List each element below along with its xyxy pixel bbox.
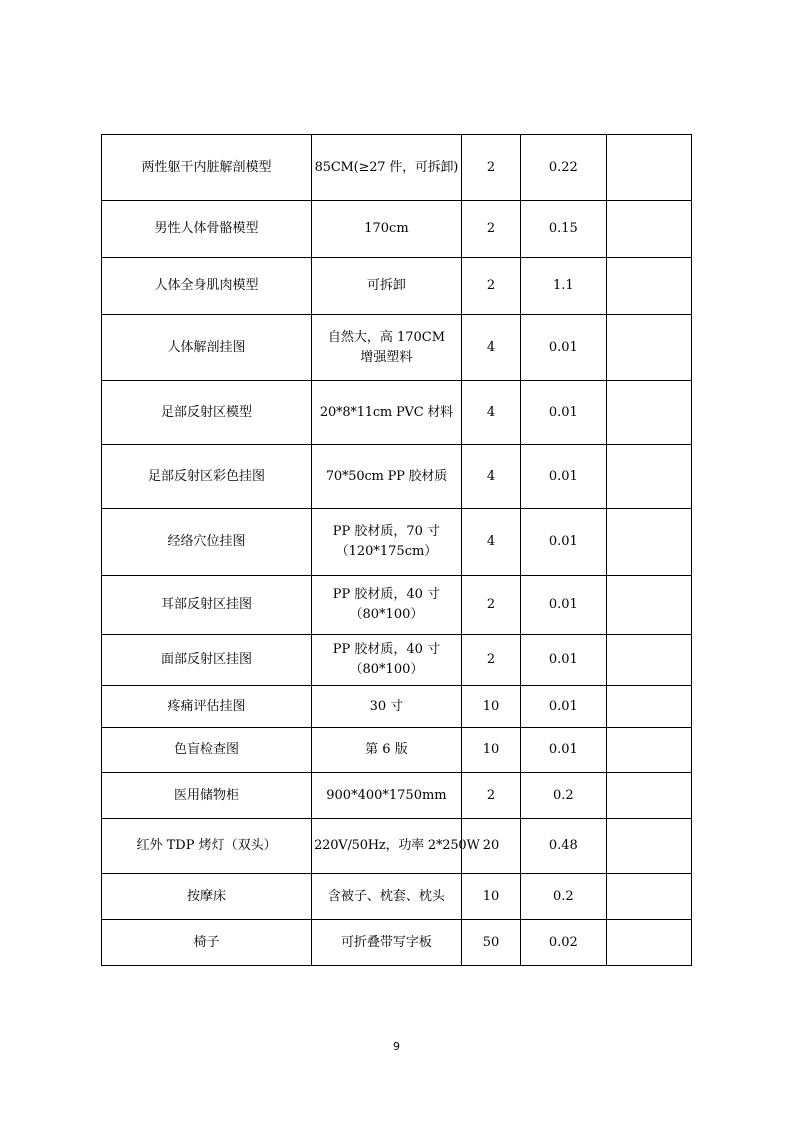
item-qty-cell: 2: [461, 773, 520, 819]
table-row: [102, 819, 692, 874]
item-qty-cell: 20: [461, 819, 520, 874]
item-qty-cell: 2: [461, 258, 520, 315]
item-note-cell: [606, 874, 691, 920]
item-qty-cell: 4: [461, 445, 520, 509]
item-qty-cell: 10: [461, 686, 520, 728]
item-name-cell: 经络穴位挂图: [102, 509, 312, 576]
item-note-cell: [606, 135, 691, 201]
item-name-cell: 红外 TDP 烤灯（双头）: [102, 819, 312, 874]
item-qty-cell: 4: [461, 509, 520, 576]
item-qty-cell: 2: [461, 576, 520, 635]
item-spec-cell: 30 寸: [312, 686, 462, 728]
item-note-cell: [606, 686, 691, 728]
item-spec-cell: 第 6 版: [312, 728, 462, 773]
item-price-cell: 0.15: [521, 201, 606, 258]
table-row: [102, 576, 692, 635]
page-number: 9: [393, 1040, 400, 1053]
item-qty-cell: 4: [461, 381, 520, 445]
table-row: [102, 920, 692, 966]
item-price-cell: 0.01: [521, 445, 606, 509]
item-name-cell: 面部反射区挂图: [102, 635, 312, 686]
item-price-cell: 0.2: [521, 874, 606, 920]
item-name-cell: 足部反射区模型: [102, 381, 312, 445]
item-note-cell: [606, 920, 691, 966]
item-name-cell: 人体全身肌肉模型: [102, 258, 312, 315]
item-spec-cell: 85CM(≥27 件，可拆卸): [312, 135, 462, 201]
item-price-cell: 1.1: [521, 258, 606, 315]
item-spec-cell: 可折叠带写字板: [312, 920, 462, 966]
item-price-cell: 0.02: [521, 920, 606, 966]
item-price-cell: 0.2: [521, 773, 606, 819]
item-spec-cell: PP 胶材质，40 寸 （80*100）: [312, 635, 462, 686]
item-price-cell: 0.01: [521, 686, 606, 728]
item-spec-cell: 自然大，高 170CM 增强塑料: [312, 315, 462, 381]
item-note-cell: [606, 819, 691, 874]
item-qty-cell: 2: [461, 635, 520, 686]
item-price-cell: 0.01: [521, 576, 606, 635]
table-row: [102, 773, 692, 819]
item-name-cell: 疼痛评估挂图: [102, 686, 312, 728]
item-note-cell: [606, 576, 691, 635]
item-price-cell: 0.22: [521, 135, 606, 201]
table-row: [102, 874, 692, 920]
item-note-cell: [606, 315, 691, 381]
item-note-cell: [606, 728, 691, 773]
table-row: [102, 728, 692, 773]
item-spec-cell: PP 胶材质，40 寸 （80*100）: [312, 576, 462, 635]
item-name-cell: 色盲检查图: [102, 728, 312, 773]
item-name-cell: 足部反射区彩色挂图: [102, 445, 312, 509]
item-spec-cell: 20*8*11cm PVC 材料: [312, 381, 462, 445]
item-qty-cell: 2: [461, 201, 520, 258]
item-spec-cell: 含被子、枕套、枕头: [312, 874, 462, 920]
item-name-cell: 两性躯干内脏解剖模型: [102, 135, 312, 201]
item-price-cell: 0.01: [521, 381, 606, 445]
equipment-table: [101, 134, 692, 966]
item-spec-cell: 220V/50Hz，功率 2*250W: [312, 819, 462, 874]
item-qty-cell: 2: [461, 135, 520, 201]
item-price-cell: 0.01: [521, 635, 606, 686]
table-row: [102, 686, 692, 728]
item-price-cell: 0.01: [521, 315, 606, 381]
item-spec-cell: 可拆卸: [312, 258, 462, 315]
table-row: [102, 509, 692, 576]
item-note-cell: [606, 201, 691, 258]
item-spec-cell: 170cm: [312, 201, 462, 258]
table-row: [102, 315, 692, 381]
item-note-cell: [606, 381, 691, 445]
item-note-cell: [606, 509, 691, 576]
item-qty-cell: 50: [461, 920, 520, 966]
item-note-cell: [606, 773, 691, 819]
table-row: [102, 635, 692, 686]
item-name-cell: 椅子: [102, 920, 312, 966]
table-row: [102, 201, 692, 258]
item-price-cell: 0.01: [521, 509, 606, 576]
item-note-cell: [606, 445, 691, 509]
item-qty-cell: 10: [461, 874, 520, 920]
table-row: [102, 445, 692, 509]
item-price-cell: 0.01: [521, 728, 606, 773]
item-name-cell: 医用储物柜: [102, 773, 312, 819]
table-row: [102, 381, 692, 445]
table-row: [102, 258, 692, 315]
item-note-cell: [606, 635, 691, 686]
item-spec-cell: 900*400*1750mm: [312, 773, 462, 819]
item-name-cell: 男性人体骨骼模型: [102, 201, 312, 258]
item-qty-cell: 10: [461, 728, 520, 773]
item-spec-cell: 70*50cm PP 胶材质: [312, 445, 462, 509]
item-note-cell: [606, 258, 691, 315]
item-name-cell: 人体解剖挂图: [102, 315, 312, 381]
item-name-cell: 按摩床: [102, 874, 312, 920]
table-row: [102, 135, 692, 201]
item-spec-cell: PP 胶材质，70 寸 （120*175cm）: [312, 509, 462, 576]
item-qty-cell: 4: [461, 315, 520, 381]
item-name-cell: 耳部反射区挂图: [102, 576, 312, 635]
item-price-cell: 0.48: [521, 819, 606, 874]
